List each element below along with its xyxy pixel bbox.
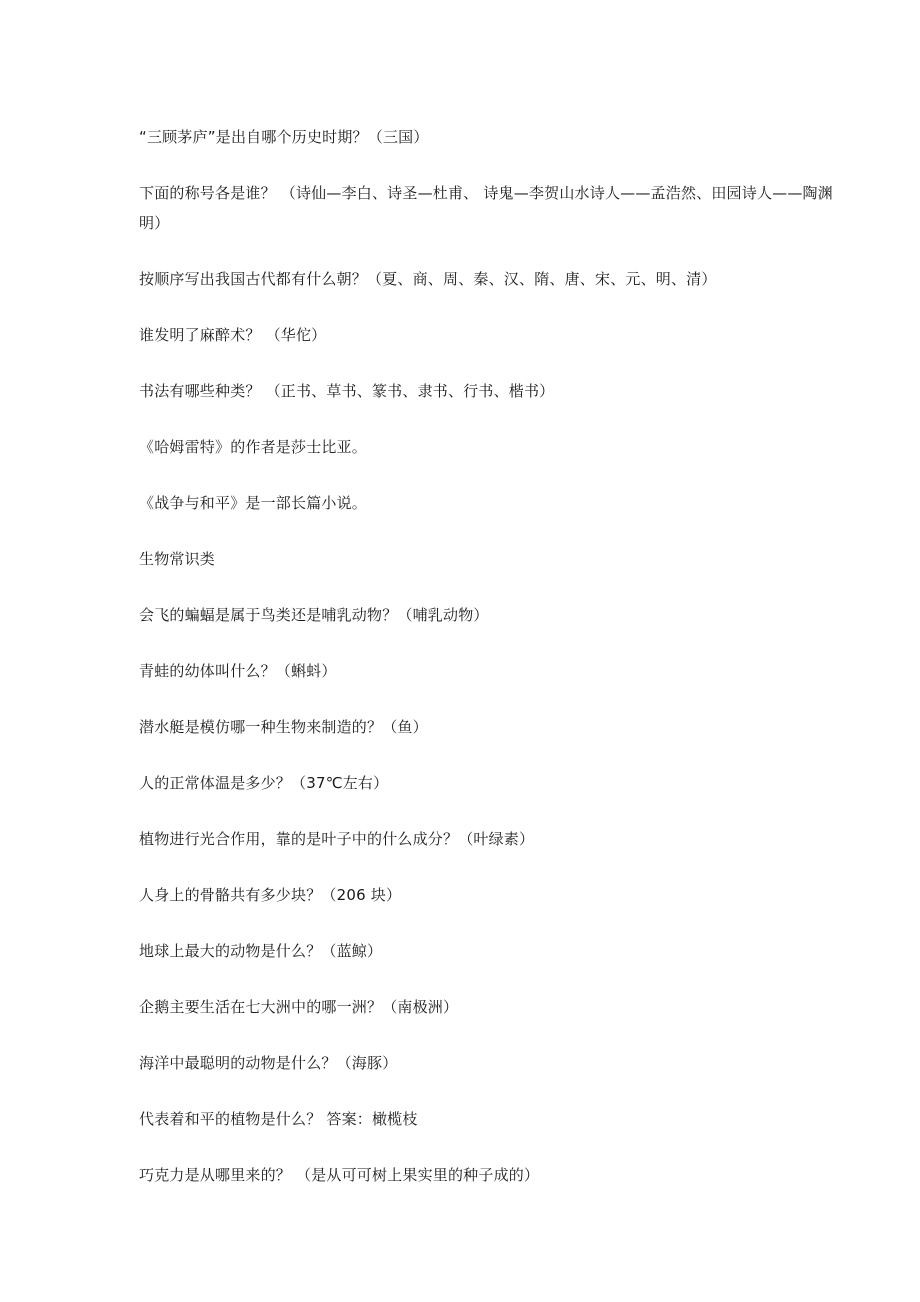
text-line-tadpole: 青蛙的幼体叫什么？（蝌蚪） [139, 662, 337, 680]
text-line-dolphin: 海洋中最聪明的动物是什么？（海豚） [139, 1054, 398, 1072]
text-line-hamlet: 《哈姆雷特》的作者是莎士比亚。 [139, 438, 368, 456]
text-line-poet-titles: 下面的称号各是谁？ （诗仙—李白、诗圣—杜甫、 诗鬼—李贺山水诗人——孟浩然、田园诗人——陶渊明） [139, 184, 833, 232]
text-line-submarine: 潜水艇是模仿哪一种生物来制造的？（鱼） [139, 718, 428, 736]
text-line-calligraphy: 书法有哪些种类？ （正书、草书、篆书、隶书、行书、楷书） [139, 382, 555, 400]
text-line-penguin: 企鹅主要生活在七大洲中的哪一洲？（南极洲） [139, 998, 459, 1016]
text-line-war-and-peace: 《战争与和平》是一部长篇小说。 [139, 494, 368, 512]
document-body [139, 122, 839, 1216]
section-heading-biology: 生物常识类 [139, 550, 216, 568]
text-line-three-kingdoms: “三顾茅庐”是出自哪个历史时期？（三国） [139, 128, 429, 146]
text-line-olive-branch: 代表着和平的植物是什么？ 答案：橄榄枝 [139, 1110, 418, 1128]
text-line-chocolate: 巧克力是从哪里来的？ （是从可可树上果实里的种子成的） [139, 1166, 540, 1184]
text-line-anesthesia: 谁发明了麻醉术？ （华佗） [139, 326, 327, 344]
text-line-body-temperature: 人的正常体温是多少？（37℃左右） [139, 774, 389, 792]
text-line-bones: 人身上的骨骼共有多少块？（206 块） [139, 886, 402, 904]
text-line-photosynthesis: 植物进行光合作用，靠的是叶子中的什么成分？（叶绿素） [139, 830, 535, 848]
text-line-dynasties: 按顺序写出我国古代都有什么朝？（夏、商、周、秦、汉、隋、唐、宋、元、明、清） [139, 270, 717, 288]
text-line-bat: 会飞的蝙蝠是属于鸟类还是哺乳动物？（哺乳动物） [139, 606, 489, 624]
text-line-blue-whale: 地球上最大的动物是什么？（蓝鲸） [139, 942, 383, 960]
